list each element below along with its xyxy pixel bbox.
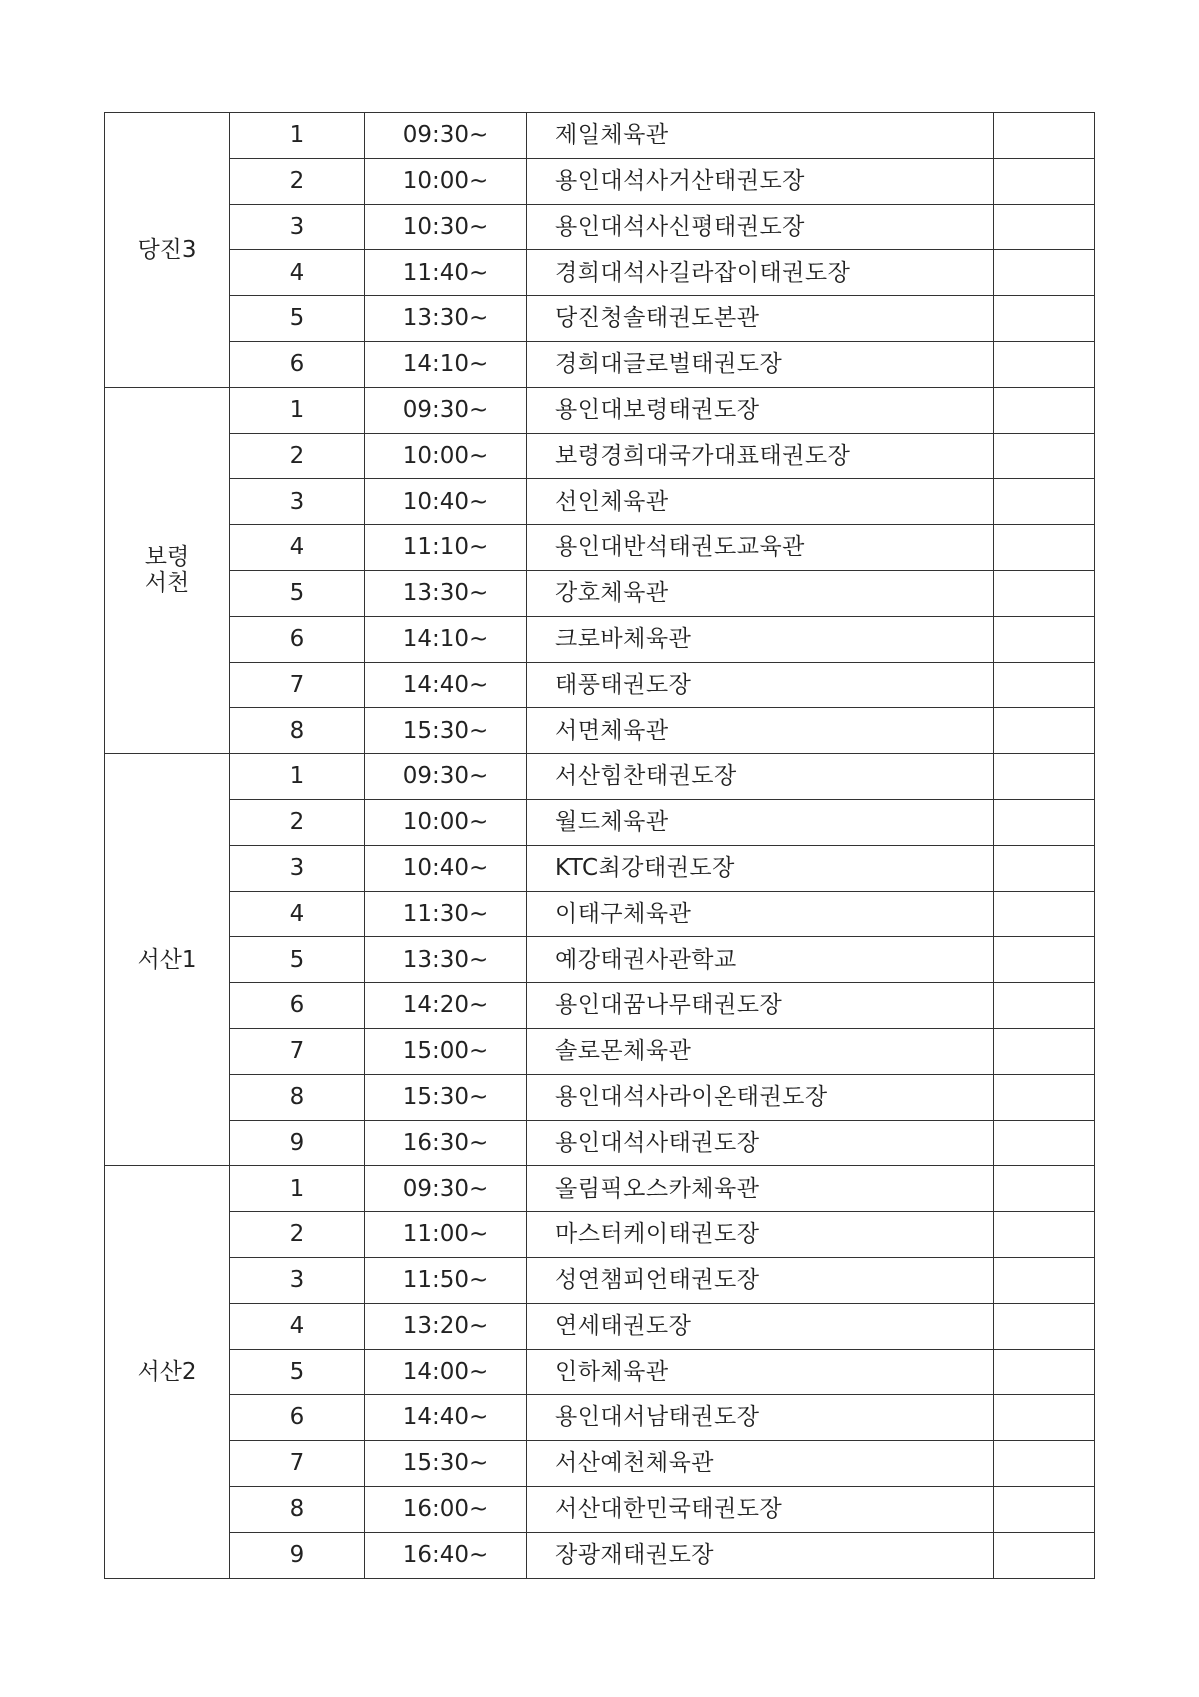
start-time: 14:10~ [365,616,527,662]
row-number: 5 [230,570,365,616]
row-number: 6 [230,1395,365,1441]
note-cell [994,937,1095,983]
table-row [105,1441,1095,1487]
venue-name: 용인대서남태권도장 [527,1395,994,1441]
venue-name: KTC최강태권도장 [527,845,994,891]
start-time: 16:30~ [365,1120,527,1166]
venue-name: 서면체육관 [527,708,994,754]
start-time: 13:30~ [365,296,527,342]
note-cell [994,845,1095,891]
table-row [105,708,1095,754]
table-row [105,799,1095,845]
row-number: 7 [230,662,365,708]
start-time: 13:30~ [365,570,527,616]
note-cell [994,1028,1095,1074]
venue-name: 용인대석사거산태권도장 [527,158,994,204]
table-row [105,845,1095,891]
row-number: 4 [230,1303,365,1349]
start-time: 14:20~ [365,983,527,1029]
start-time: 09:30~ [365,113,527,159]
note-cell [994,1441,1095,1487]
row-number: 3 [230,479,365,525]
start-time: 10:30~ [365,204,527,250]
row-number: 5 [230,937,365,983]
venue-name: 용인대보령태권도장 [527,387,994,433]
table-row [105,754,1095,800]
row-number: 2 [230,433,365,479]
row-number: 1 [230,113,365,159]
venue-name: 경희대글로벌태권도장 [527,341,994,387]
row-number: 3 [230,1257,365,1303]
table-row [105,296,1095,342]
region-label: 서천 [144,570,190,597]
venue-name: 연세태권도장 [527,1303,994,1349]
table-row [105,1486,1095,1532]
row-number: 2 [230,1212,365,1258]
venue-name: 크로바체육관 [527,616,994,662]
table-row [105,250,1095,296]
start-time: 15:30~ [365,1074,527,1120]
note-cell [994,662,1095,708]
table-row [105,1349,1095,1395]
start-time: 14:10~ [365,341,527,387]
note-cell [994,387,1095,433]
note-cell [994,1120,1095,1166]
row-number: 3 [230,204,365,250]
row-number: 5 [230,1349,365,1395]
note-cell [994,296,1095,342]
table-row [105,937,1095,983]
table-row [105,204,1095,250]
start-time: 09:30~ [365,387,527,433]
row-number: 6 [230,983,365,1029]
table-row [105,1303,1095,1349]
note-cell [994,616,1095,662]
region-label: 서산1 [137,946,197,973]
table-row [105,1028,1095,1074]
venue-name: 인하체육관 [527,1349,994,1395]
note-cell [994,1303,1095,1349]
table-row [105,1532,1095,1578]
row-number: 1 [230,1166,365,1212]
venue-name: 이태구체육관 [527,891,994,937]
note-cell [994,983,1095,1029]
note-cell [994,570,1095,616]
row-number: 1 [230,754,365,800]
row-number: 5 [230,296,365,342]
venue-name: 보령경희대국가대표태권도장 [527,433,994,479]
venue-name: 당진청솔태권도본관 [527,296,994,342]
row-number: 7 [230,1441,365,1487]
schedule-body [105,113,1095,1579]
row-number: 4 [230,250,365,296]
venue-name: 용인대반석태권도교육관 [527,525,994,571]
region-cell [105,1166,230,1578]
row-number: 2 [230,158,365,204]
note-cell [994,1532,1095,1578]
start-time: 14:40~ [365,662,527,708]
note-cell [994,113,1095,159]
note-cell [994,1166,1095,1212]
venue-name: 용인대석사태권도장 [527,1120,994,1166]
venue-name: 서산예천체육관 [527,1441,994,1487]
note-cell [994,341,1095,387]
start-time: 15:30~ [365,1441,527,1487]
start-time: 14:00~ [365,1349,527,1395]
table-row [105,1120,1095,1166]
venue-name: 용인대석사신평태권도장 [527,204,994,250]
note-cell [994,708,1095,754]
region-label: 서산2 [137,1358,197,1385]
start-time: 13:30~ [365,937,527,983]
note-cell [994,754,1095,800]
venue-name: 월드체육관 [527,799,994,845]
table-row [105,891,1095,937]
table-row [105,387,1095,433]
note-cell [994,1212,1095,1258]
table-row [105,570,1095,616]
region-cell [105,387,230,753]
venue-name: 장광재태권도장 [527,1532,994,1578]
start-time: 11:30~ [365,891,527,937]
table-row [105,662,1095,708]
row-number: 8 [230,1486,365,1532]
start-time: 10:00~ [365,433,527,479]
start-time: 16:40~ [365,1532,527,1578]
row-number: 3 [230,845,365,891]
table-row [105,1074,1095,1120]
venue-name: 성연챔피언태권도장 [527,1257,994,1303]
venue-name: 올림픽오스카체육관 [527,1166,994,1212]
region-label: 보령 [144,544,190,571]
venue-name: 용인대꿈나무태권도장 [527,983,994,1029]
row-number: 4 [230,525,365,571]
row-number: 9 [230,1120,365,1166]
venue-name: 용인대석사라이온태권도장 [527,1074,994,1120]
table-row [105,1395,1095,1441]
venue-name: 서산힘찬태권도장 [527,754,994,800]
table-row [105,1212,1095,1258]
note-cell [994,433,1095,479]
start-time: 11:10~ [365,525,527,571]
region-label: 당진3 [137,236,197,263]
start-time: 16:00~ [365,1486,527,1532]
start-time: 10:40~ [365,845,527,891]
start-time: 13:20~ [365,1303,527,1349]
table-row [105,1166,1095,1212]
note-cell [994,1074,1095,1120]
row-number: 4 [230,891,365,937]
table-row [105,341,1095,387]
venue-name: 마스터케이태권도장 [527,1212,994,1258]
note-cell [994,250,1095,296]
table-row [105,479,1095,525]
venue-name: 태풍태권도장 [527,662,994,708]
start-time: 11:40~ [365,250,527,296]
row-number: 6 [230,616,365,662]
schedule-table [104,112,1095,1579]
start-time: 15:30~ [365,708,527,754]
region-cell [105,113,230,388]
note-cell [994,799,1095,845]
table-row [105,158,1095,204]
start-time: 15:00~ [365,1028,527,1074]
table-row [105,616,1095,662]
start-time: 10:00~ [365,158,527,204]
table-row [105,113,1095,159]
start-time: 10:40~ [365,479,527,525]
table-row [105,983,1095,1029]
note-cell [994,525,1095,571]
row-number: 7 [230,1028,365,1074]
start-time: 11:00~ [365,1212,527,1258]
note-cell [994,1257,1095,1303]
table-row [105,525,1095,571]
start-time: 11:50~ [365,1257,527,1303]
venue-name: 강호체육관 [527,570,994,616]
row-number: 2 [230,799,365,845]
venue-name: 서산대한민국태권도장 [527,1486,994,1532]
venue-name: 제일체육관 [527,113,994,159]
venue-name: 솔로몬체육관 [527,1028,994,1074]
row-number: 8 [230,708,365,754]
note-cell [994,891,1095,937]
note-cell [994,204,1095,250]
start-time: 09:30~ [365,1166,527,1212]
venue-name: 경희대석사길라잡이태권도장 [527,250,994,296]
row-number: 8 [230,1074,365,1120]
start-time: 09:30~ [365,754,527,800]
row-number: 9 [230,1532,365,1578]
table-row [105,433,1095,479]
venue-name: 예강태권사관학교 [527,937,994,983]
start-time: 14:40~ [365,1395,527,1441]
note-cell [994,1486,1095,1532]
table-row [105,1257,1095,1303]
start-time: 10:00~ [365,799,527,845]
region-cell [105,754,230,1166]
note-cell [994,479,1095,525]
note-cell [994,1349,1095,1395]
venue-name: 선인체육관 [527,479,994,525]
note-cell [994,1395,1095,1441]
row-number: 1 [230,387,365,433]
note-cell [994,158,1095,204]
row-number: 6 [230,341,365,387]
